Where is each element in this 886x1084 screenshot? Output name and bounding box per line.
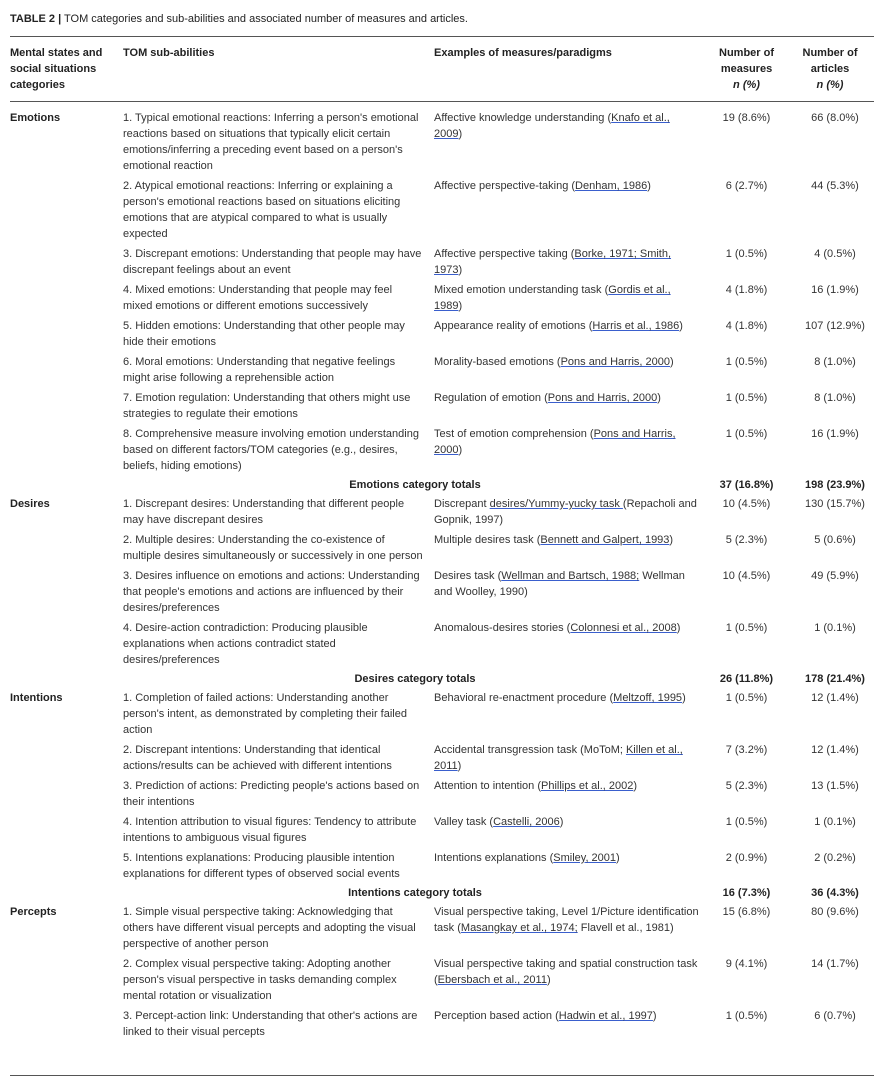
reference-link[interactable]: Meltzoff, 1995 [613,692,683,704]
table-row [10,566,874,618]
example-text: Accidental transgression task (MoToM; [434,744,626,756]
reference-link[interactable]: Denham, 1986 [575,180,648,192]
example-text: Visual perspective taking and spatial construction task ( [434,958,698,986]
measure-example [434,388,707,424]
table-row [10,1006,874,1042]
measures-count: 1 (0.5%) [725,248,768,260]
example-text: Morality-based emotions ( [434,356,561,368]
example-text: Anomalous-desires stories ( [434,622,571,634]
sub-ability: 7. Emotion regulation: Understanding that others might use strategies to regulate their emotions [123,392,411,420]
articles-count: 16 (1.9%) [811,284,859,296]
measure-example [434,530,707,566]
example-text-end: ) [458,444,463,456]
reference-link[interactable]: Ebersbach et al., 2011 [437,974,547,986]
articles-count: 66 (8.0%) [811,112,859,124]
totals-measures: 37 (16.8%) [719,479,774,491]
measures-count: 1 (0.5%) [725,692,768,704]
reference-link[interactable]: Killen et al., 2011 [434,744,683,772]
totals-articles: 178 (21.4%) [805,673,865,685]
measure-example [434,566,707,618]
category-emotions: Emotions [10,112,61,124]
example-text: Affective perspective-taking ( [434,180,576,192]
example-text-end: ) [676,622,681,634]
measures-count: 15 (6.8%) [722,906,771,918]
reference-link[interactable]: Bennett and Galpert, 1993 [540,534,670,546]
table-caption-label: TABLE 2 | [10,13,62,25]
measures-count: 1 (0.5%) [725,392,768,404]
table-row [10,424,874,476]
articles-count: 5 (0.6%) [814,534,856,546]
example-text-end: ) [458,264,463,276]
sub-ability: 3. Percept-action link: Understanding that other's actions are linked to their visual percepts [123,1010,418,1038]
sub-ability: 4. Mixed emotions: Understanding that people may feel mixed emotions or different emotions successively [123,284,393,312]
example-text: Affective knowledge understanding ( [434,112,612,124]
articles-count: 49 (5.9%) [811,570,859,582]
example-text: Visual perspective taking, Level 1/Picture identification task ( [434,906,699,934]
reference-link[interactable]: Phillips et al., 2002 [541,780,634,792]
example-text-end: Flavell et al., 1981) [577,922,674,934]
articles-count: 44 (5.3%) [811,180,859,192]
reference-link[interactable]: Pons and Harris, 2000 [434,428,676,456]
example-text-end: ) [652,1010,657,1022]
measure-example [434,776,707,812]
table-row [10,740,874,776]
measures-count: 1 (0.5%) [725,622,768,634]
table-row [10,176,874,244]
articles-count: 8 (1.0%) [814,356,856,368]
totals-label: Emotions category totals [349,479,481,491]
table-row [10,688,874,740]
articles-count: 4 (0.5%) [814,248,856,260]
table-row [10,316,874,352]
sub-ability: 5. Hidden emotions: Understanding that other people may hide their emotions [123,320,405,348]
header-measures-line2: measures [720,63,773,75]
measure-example [434,176,707,244]
table-row [10,352,874,388]
example-text-end: Wellman and Woolley, 1990) [434,570,685,598]
reference-link[interactable]: Masangkay et al., 1974; [460,922,578,934]
measure-example [434,812,707,848]
articles-count: 12 (1.4%) [811,692,859,704]
category-desires: Desires [10,498,50,510]
sub-ability: 3. Discrepant emotions: Understanding that people may have discrepant feelings about an event [123,248,422,276]
reference-link[interactable]: Pons and Harris, 2000 [547,392,658,404]
totals-row-desires [10,670,874,688]
header-measures-unit: n (%) [733,79,760,91]
articles-count: 12 (1.4%) [811,744,859,756]
sub-ability: 3. Desires influence on emotions and actions: Understanding that people's emotions and actions are influenced by their desires/preferences [123,570,420,614]
example-text: Desires task ( [434,570,502,582]
table-row [10,530,874,566]
measure-example [434,316,707,352]
measures-count: 6 (2.7%) [725,180,768,192]
header-number-of-measures [707,37,786,102]
reference-link[interactable]: Colonnesi et al., 2008 [570,622,677,634]
sub-ability: 2. Discrepant intentions: Understanding that identical actions/results can be achieved with different intentions [123,744,392,772]
example-text-end: ) [458,128,463,140]
example-text-end: ) [633,780,638,792]
measure-example [434,424,707,476]
measures-count: 4 (1.8%) [725,320,768,332]
example-text: Regulation of emotion ( [434,392,548,404]
measure-example [434,494,707,530]
table-bottom-rule [10,1075,874,1076]
example-text: Test of emotion comprehension ( [434,428,594,440]
measures-count: 1 (0.5%) [725,428,768,440]
measures-count: 1 (0.5%) [725,1010,768,1022]
sub-ability: 1. Completion of failed actions: Understanding another person's intent, as demonstrated by completing their failed action [123,692,407,736]
totals-row-emotions [10,476,874,494]
example-text: Attention to intention ( [434,780,542,792]
sub-ability: 8. Comprehensive measure involving emotion understanding based on different factors/TOM categories (e.g., desires, beliefs, hiding emotions) [123,428,419,472]
articles-count: 8 (1.0%) [814,392,856,404]
sub-ability: 5. Intentions explanations: Producing plausible intention explanations for different types of observed social events [123,852,400,880]
example-text-end: ) [616,852,620,864]
example-text-end: ) [458,300,463,312]
measures-count: 9 (4.1%) [725,958,768,970]
measures-count: 10 (4.5%) [722,498,771,510]
measure-example [434,848,707,884]
measure-example [434,244,707,280]
header-measures-line1: Number of [719,47,774,59]
articles-count: 14 (1.7%) [811,958,859,970]
sub-ability: 3. Prediction of actions: Predicting people's actions based on their intentions [123,780,420,808]
sub-ability: 1. Typical emotional reactions: Inferring a person's emotional reactions based on situations that typically elicit certain emotions/inferring a preceding event based on a person's emotional reaction [123,112,419,172]
reference-link[interactable]: Smiley, 2001 [553,852,617,864]
articles-count: 13 (1.5%) [811,780,859,792]
example-text: Discrepant [434,498,490,510]
example-text-end: ) [457,760,462,772]
measure-example [434,688,707,740]
sub-ability: 2. Complex visual perspective taking: Adopting another person's visual perspective in tasks demanding complex mental rotation or visualization [123,958,397,1002]
reference-link[interactable]: Wellman and Bartsch, 1988; [501,570,640,582]
totals-label: Desires category totals [354,673,476,685]
table-row [10,618,874,670]
articles-count: 1 (0.1%) [814,816,856,828]
example-text-end: ) [657,392,661,404]
example-text-end: ) [647,180,651,192]
header-articles-line2: articles [810,63,850,75]
reference-link[interactable]: Pons and Harris, 2000 [560,356,671,368]
table-row [10,954,874,1006]
sub-ability: 1. Discrepant desires: Understanding that different people may have discrepant desires [123,498,405,526]
measure-example [434,902,707,954]
tom-table [10,36,874,1042]
measure-example [434,352,707,388]
table-row [10,244,874,280]
example-text: Valley task ( [434,816,494,828]
table-row [10,776,874,812]
table-caption [10,13,468,25]
reference-link[interactable]: Gordis et al., 1989 [434,284,671,312]
measure-example [434,618,707,670]
sub-ability: 2. Atypical emotional reactions: Inferring or explaining a person's emotional reactions based on situations eliciting emotions that are atypical compared to what is usually expected [123,180,401,240]
measure-example [434,102,707,177]
articles-count: 130 (15.7%) [805,498,865,510]
measures-count: 19 (8.6%) [722,112,771,124]
header-number-of-articles [786,37,874,102]
totals-measures: 16 (7.3%) [722,887,771,899]
example-text-end: (Repacholi and Gopnik, 1997) [434,498,697,526]
reference-link[interactable]: Knafo et al., 2009 [434,112,670,140]
measures-count: 1 (0.5%) [725,356,768,368]
example-text: Behavioral re-enactment procedure ( [434,692,614,704]
header-articles-unit: n (%) [816,79,844,91]
example-text-end: ) [679,320,683,332]
articles-count: 1 (0.1%) [814,622,856,634]
table-row [10,494,874,530]
table-caption-text: TOM categories and sub-abilities and associated number of measures and articles. [61,13,468,25]
measure-example [434,280,707,316]
sub-ability: 6. Moral emotions: Understanding that negative feelings might arise following a reprehensible action [123,356,396,384]
header-measures-examples: Examples of measures/paradigms [434,37,707,102]
totals-label: Intentions category totals [348,887,482,899]
example-text-end: ) [546,974,551,986]
reference-link[interactable]: desires/Yummy-yucky task [489,498,623,510]
header-sub-abilities: TOM sub-abilities [123,37,434,102]
table-row [10,280,874,316]
header-categories: Mental states and social situations categories [10,37,123,102]
table-row [10,848,874,884]
table-row [10,902,874,954]
example-text: Multiple desires task ( [434,534,541,546]
sub-ability: 4. Intention attribution to visual figures: Tendency to attribute intentions to ambiguous visual figures [123,816,417,844]
sub-ability: 2. Multiple desires: Understanding the co-existence of multiple desires simultaneously or successively in one person [123,534,423,562]
measures-count: 10 (4.5%) [722,570,771,582]
totals-articles: 36 (4.3%) [811,887,859,899]
totals-articles: 198 (23.9%) [805,479,865,491]
category-percepts: Percepts [10,906,57,918]
example-text: Mixed emotion understanding task ( [434,284,609,296]
articles-count: 2 (0.2%) [814,852,856,864]
example-text-end: ) [682,692,686,704]
table-body [10,102,874,1043]
measures-count: 1 (0.5%) [725,816,768,828]
measure-example [434,1006,707,1042]
header-articles-line1: Number of [802,47,858,59]
reference-link[interactable]: Castelli, 2006 [493,816,560,828]
table-row [10,388,874,424]
example-text-end: ) [559,816,564,828]
reference-link[interactable]: Hadwin et al., 1997 [558,1010,653,1022]
measure-example [434,954,707,1006]
sub-ability: 4. Desire-action contradiction: Producing plausible explanations when actions contradict stated desires/preferences [123,622,368,666]
articles-count: 107 (12.9%) [805,320,865,332]
reference-link[interactable]: Harris et al., 1986 [592,320,680,332]
example-text: Perception based action ( [434,1010,559,1022]
totals-measures: 26 (11.8%) [719,673,774,685]
articles-count: 6 (0.7%) [814,1010,856,1022]
measures-count: 7 (3.2%) [725,744,768,756]
measures-count: 2 (0.9%) [725,852,768,864]
example-text-end: ) [669,534,674,546]
measure-example [434,740,707,776]
table-header [10,37,874,102]
totals-row-intentions [10,884,874,902]
reference-link[interactable]: Borke, 1971; Smith, 1973 [434,248,672,276]
table-row [10,812,874,848]
example-text: Intentions explanations ( [434,852,554,864]
articles-count: 16 (1.9%) [811,428,859,440]
sub-ability: 1. Simple visual perspective taking: Acknowledging that others have different visual percepts and adopting the visual perspective of another person [123,906,416,950]
measures-count: 5 (2.3%) [725,534,768,546]
measures-count: 4 (1.8%) [725,284,768,296]
category-intentions: Intentions [10,692,63,704]
example-text: Affective perspective taking ( [434,248,575,260]
example-text-end: ) [670,356,674,368]
articles-count: 80 (9.6%) [811,906,859,918]
example-text: Appearance reality of emotions ( [434,320,593,332]
table-row [10,102,874,177]
measures-count: 5 (2.3%) [725,780,768,792]
